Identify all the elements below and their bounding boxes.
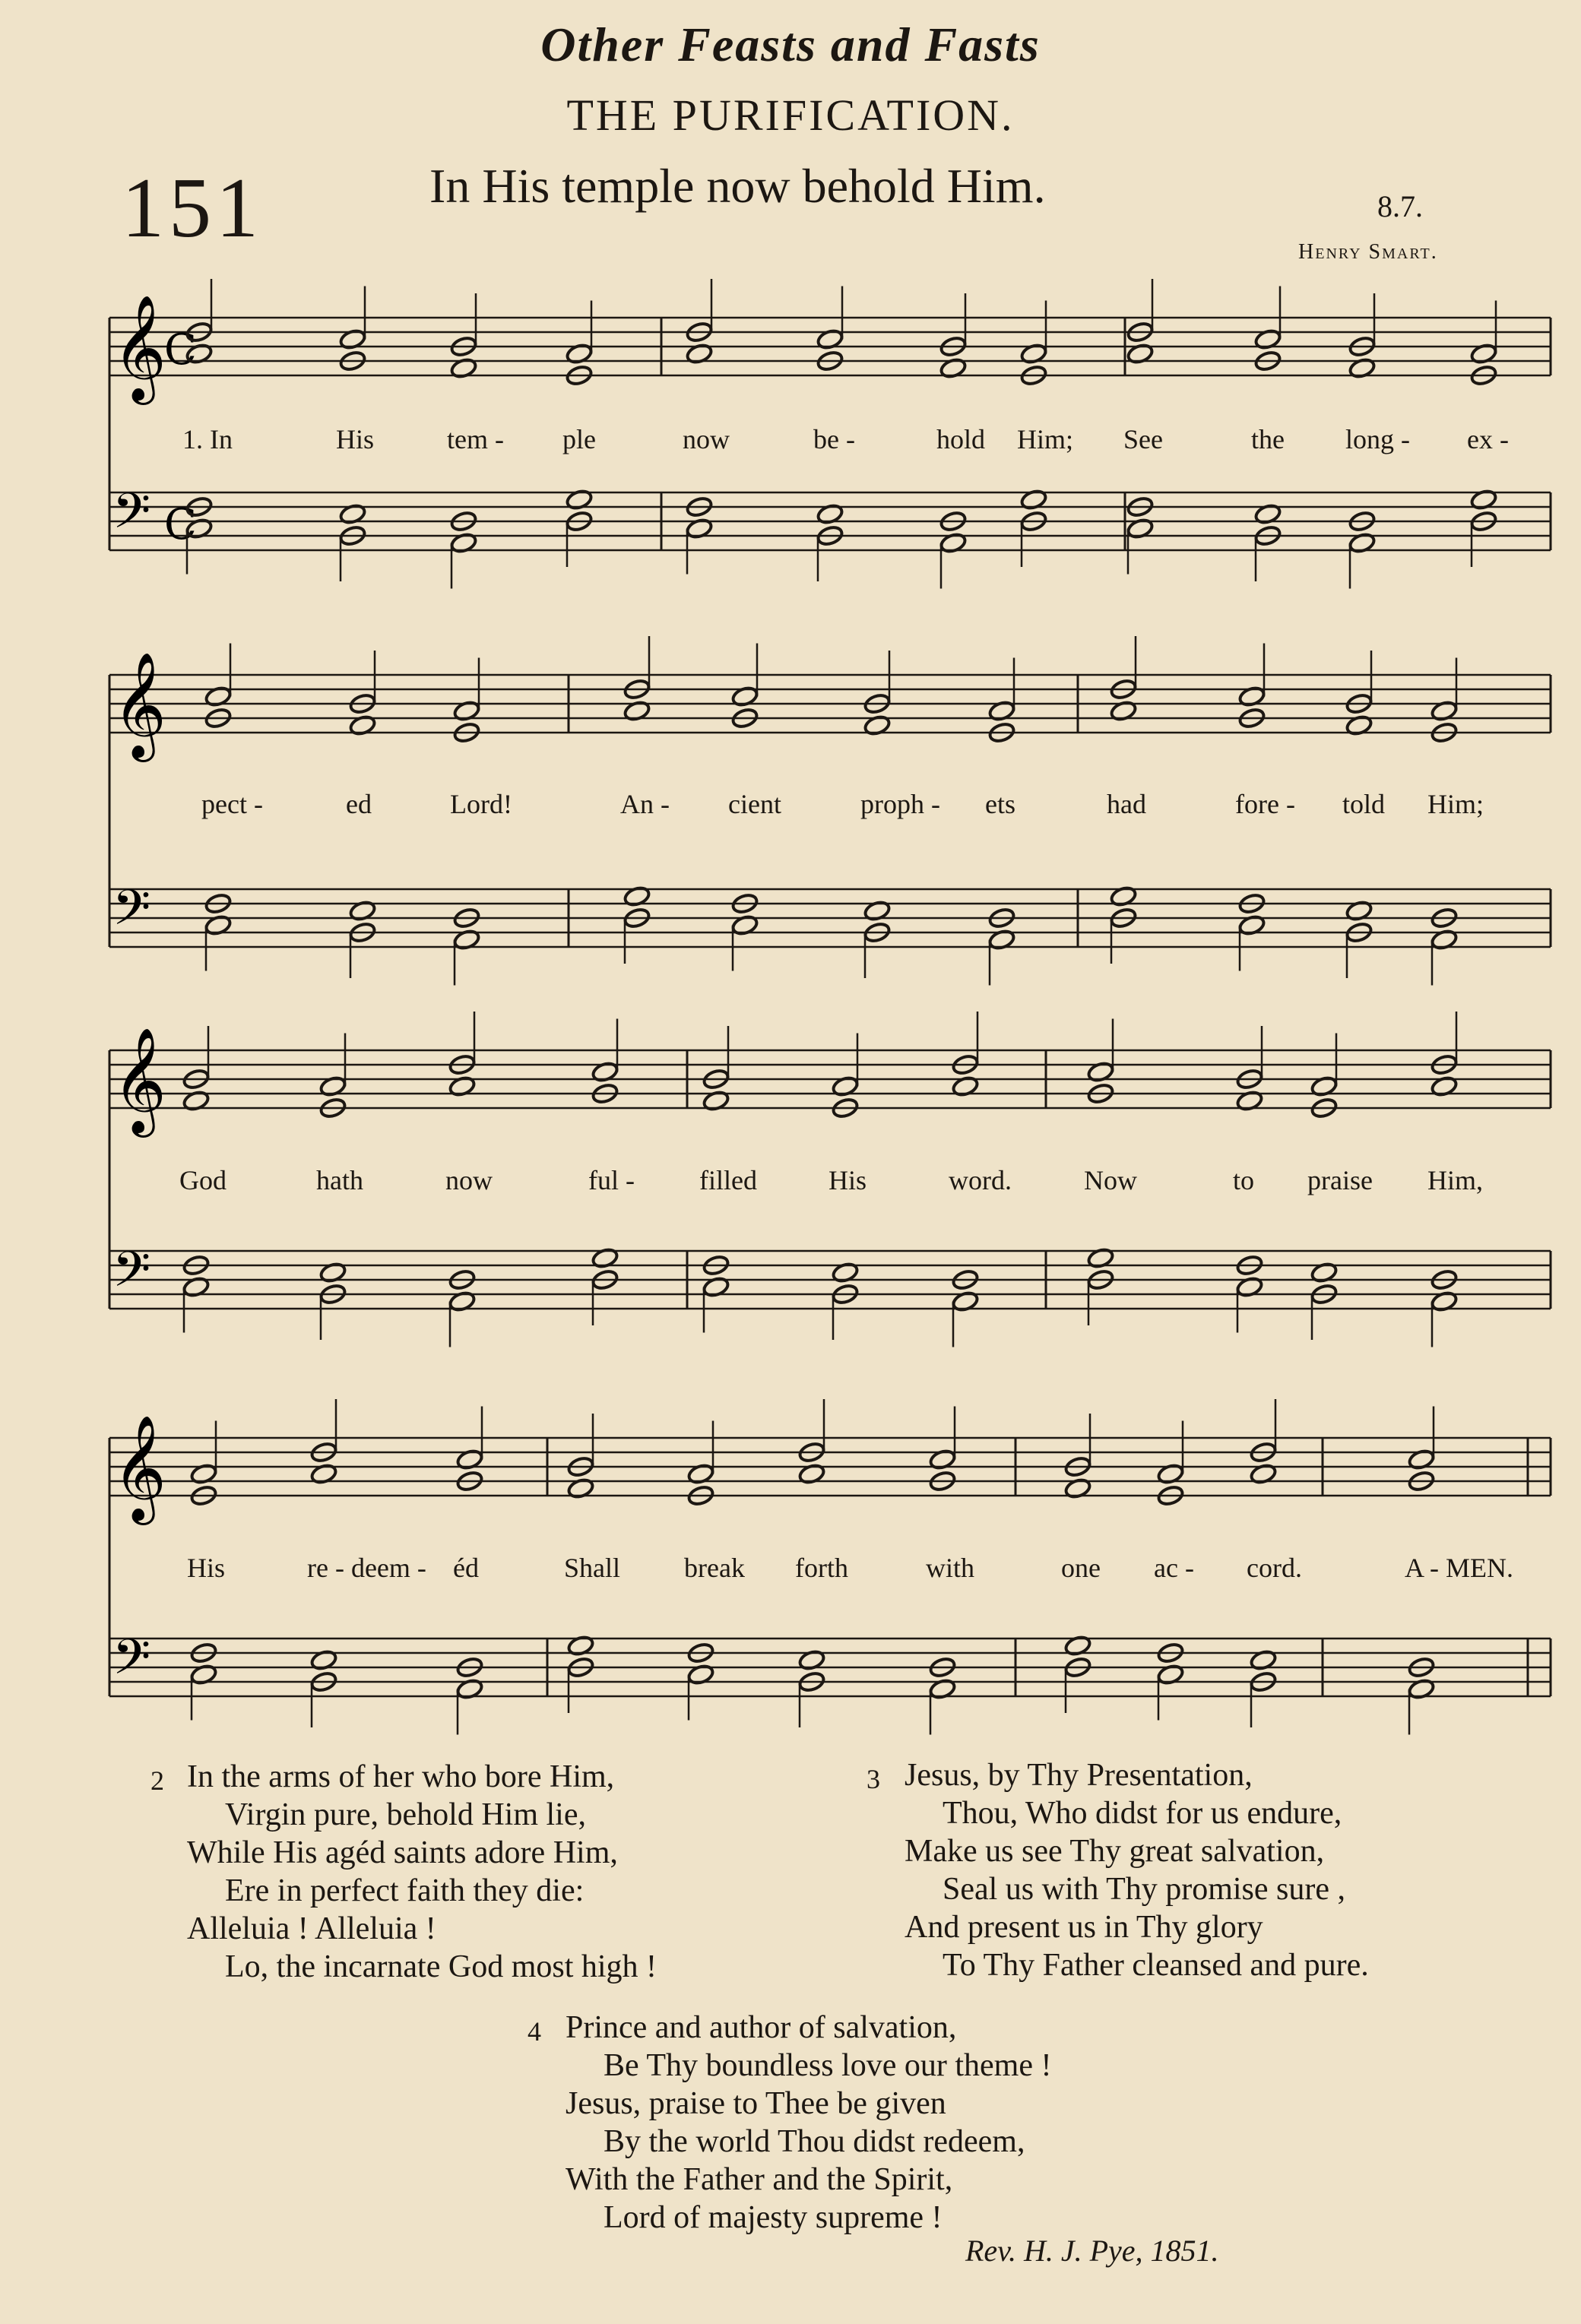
lyric-syllable: Him,	[1427, 1165, 1484, 1195]
lyric-syllable: éd	[453, 1553, 479, 1583]
bass-clef-icon: 𝄢	[112, 880, 151, 948]
treble-clef-icon: 𝄞	[112, 295, 166, 401]
verse-line: Lord of majesty supreme !	[604, 2200, 943, 2235]
hymn-title: THE PURIFICATION.	[566, 90, 1015, 140]
verse-4	[566, 2009, 1051, 2237]
lyric-syllable: See	[1123, 424, 1163, 454]
lyric-syllable: hold	[936, 424, 986, 454]
lyric-syllable: hath	[316, 1165, 363, 1195]
lyric-syllable: cient	[728, 789, 781, 819]
lyric-syllable: one	[1061, 1553, 1101, 1583]
treble-clef-icon: 𝄞	[112, 1415, 166, 1521]
bass-clef-icon: 𝄢	[112, 483, 151, 552]
common-time-icon: C	[164, 325, 197, 375]
lyric-syllable: ac -	[1154, 1553, 1194, 1583]
lyric-syllable: pect -	[201, 789, 263, 819]
verse-line: To Thy Father cleansed and pure.	[943, 1948, 1369, 1983]
bass-clef-icon: 𝄢	[112, 1242, 151, 1310]
verse-line: Thou, Who didst for us endure,	[943, 1796, 1342, 1831]
lyric-syllable: break	[684, 1553, 745, 1583]
composer: Henry Smart.	[1298, 240, 1438, 264]
lyric-syllable: Lord!	[450, 789, 512, 819]
verse-line: Seal us with Thy promise sure ,	[943, 1872, 1346, 1907]
lyric-syllable: re - deem -	[307, 1553, 426, 1583]
lyric-syllable: 1. In	[182, 424, 233, 454]
verse-line: With the Father and the Spirit,	[566, 2162, 953, 2197]
common-time-icon: C	[164, 500, 197, 549]
verse-line: In the arms of her who bore Him,	[187, 1759, 615, 1794]
lyric-syllable: Now	[1084, 1165, 1137, 1195]
verse-line: While His agéd saints adore Him,	[187, 1835, 618, 1870]
verse-3	[905, 1756, 1369, 1984]
author-attribution: Rev. H. J. Pye, 1851.	[965, 2234, 1219, 2268]
lyric-syllable: be -	[813, 424, 855, 454]
verse-line: Jesus, praise to Thee be given	[566, 2086, 946, 2121]
treble-clef-icon: 𝄞	[112, 1027, 166, 1133]
verse-line: Alleluia ! Alleluia !	[187, 1911, 436, 1946]
verse-line: Ere in perfect faith they die:	[225, 1873, 585, 1908]
lyric-syllable: His	[829, 1165, 867, 1195]
lyric-syllable: His	[187, 1553, 226, 1583]
lyric-syllable: An -	[620, 789, 670, 819]
treble-clef-icon: 𝄞	[112, 652, 166, 758]
verse-line: Virgin pure, behold Him lie,	[225, 1797, 586, 1832]
verse-line: Jesus, by Thy Presentation,	[905, 1758, 1253, 1793]
lyric-syllable: Him;	[1017, 424, 1074, 454]
lyric-syllable: ful -	[588, 1165, 635, 1195]
lyric-syllable: ex -	[1467, 424, 1509, 454]
lyric-syllable: tem -	[447, 424, 504, 454]
verse-line: Lo, the incarnate God most high !	[225, 1949, 657, 1984]
lyric-syllable: ple	[562, 424, 596, 454]
lyric-syllable: ets	[985, 789, 1015, 819]
verse-line: And present us in Thy glory	[905, 1910, 1263, 1945]
verse-2	[187, 1758, 657, 1986]
verse-line: Prince and author of salvation,	[566, 2010, 957, 2045]
lyric-syllable: fore -	[1235, 789, 1295, 819]
lyric-syllable: Shall	[564, 1553, 621, 1583]
lyric-syllable: Him;	[1427, 789, 1484, 819]
lyric-syllable: His	[336, 424, 375, 454]
lyric-syllable: now	[445, 1165, 493, 1195]
hymn-first-line: In His temple now behold Him.	[429, 159, 1046, 213]
lyric-syllable: word.	[949, 1165, 1012, 1195]
verse-line: Be Thy boundless love our theme !	[604, 2048, 1052, 2083]
lyric-syllable: praise	[1307, 1165, 1373, 1195]
lyric-syllable: God	[179, 1165, 227, 1195]
verse-line: By the world Thou didst redeem,	[604, 2124, 1025, 2159]
lyric-syllable: A - MEN.	[1405, 1553, 1513, 1583]
lyric-syllable: cord.	[1247, 1553, 1302, 1583]
verse-number: 4	[528, 2016, 541, 2047]
meter: 8.7.	[1377, 189, 1423, 223]
lyric-syllable: forth	[795, 1553, 848, 1583]
lyric-syllable: the	[1251, 424, 1285, 454]
verse-number: 2	[150, 1765, 164, 1796]
bass-clef-icon: 𝄢	[112, 1629, 151, 1698]
verse-line: Make us see Thy great salvation,	[905, 1834, 1325, 1869]
lyric-syllable: filled	[699, 1165, 757, 1195]
lyric-syllable: proph -	[860, 789, 940, 819]
section-title: Other Feasts and Fasts	[540, 17, 1041, 71]
lyric-syllable: now	[683, 424, 730, 454]
lyric-syllable: with	[926, 1553, 975, 1583]
lyric-syllable: to	[1233, 1165, 1255, 1195]
lyric-syllable: ed	[346, 789, 372, 819]
lyric-syllable: long -	[1345, 424, 1410, 454]
lyric-syllable: told	[1342, 789, 1386, 819]
hymn-number: 151	[122, 161, 263, 255]
verse-number: 3	[867, 1764, 880, 1794]
lyric-syllable: had	[1107, 789, 1146, 819]
